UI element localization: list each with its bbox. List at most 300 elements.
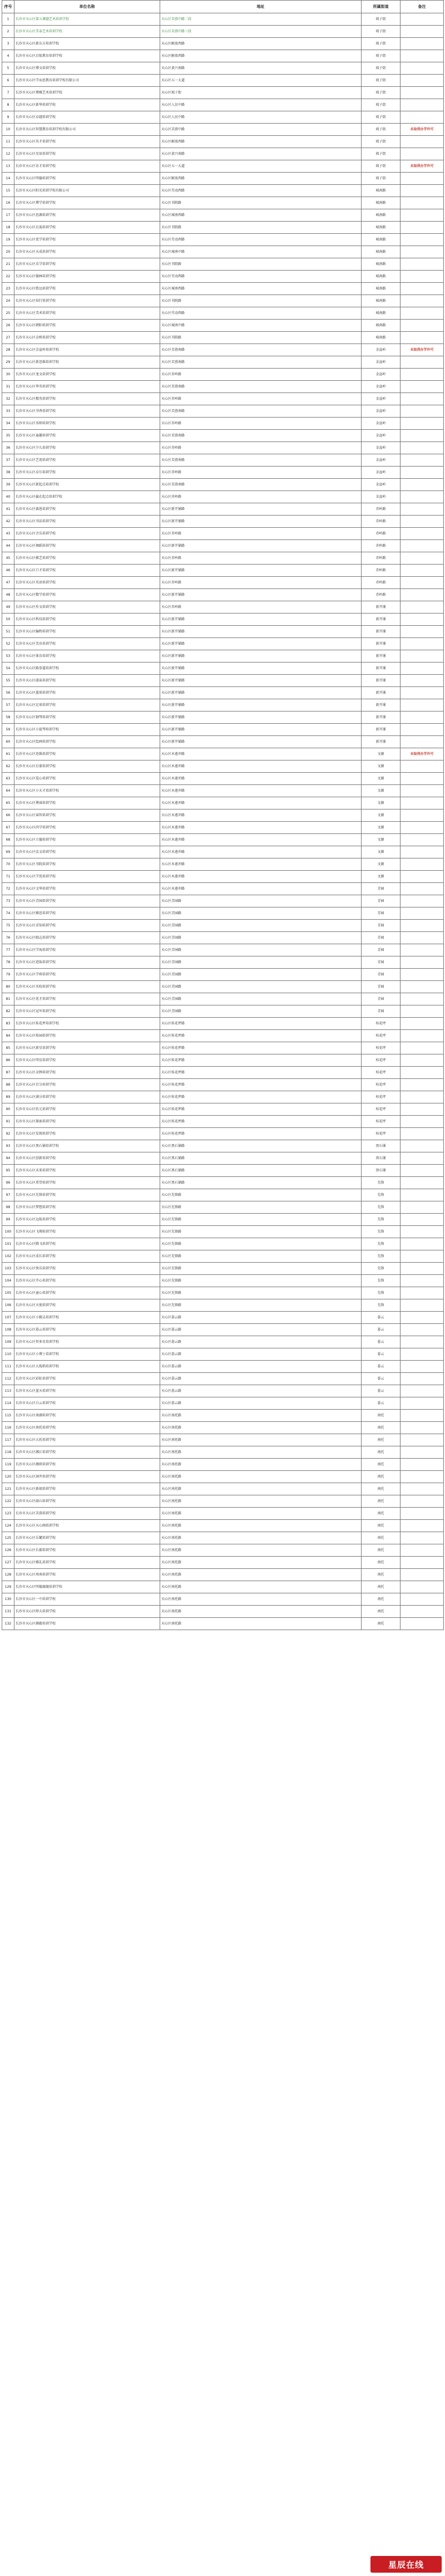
note-cell (400, 1593, 444, 1606)
note-cell (400, 1557, 444, 1569)
table-row (2, 932, 444, 944)
institution-name: 长沙市天心区书法培训学校 (14, 516, 160, 528)
row-number: 112 (2, 1373, 14, 1385)
table-row (2, 846, 444, 858)
institution-name: 长沙市天心区新韶培训学校 (14, 1483, 160, 1495)
street-area: 青园 (362, 920, 400, 932)
row-number: 14 (2, 173, 14, 185)
row-number: 24 (2, 295, 14, 307)
institution-address: 天心区南托路 (160, 1581, 362, 1593)
note-cell (400, 638, 444, 650)
row-number: 96 (2, 1177, 14, 1189)
row-number: 34 (2, 418, 14, 430)
table-row (2, 1299, 444, 1312)
institution-name: 长沙市天心区学海培训学校 (14, 944, 160, 956)
row-number: 45 (2, 552, 14, 565)
institution-name: 长沙市天心区阳光培训学校有限公司 (14, 185, 160, 197)
institution-address: 天心区南托路 (160, 1459, 362, 1471)
institution-name: 长沙市天心区美术培训学校 (14, 307, 160, 320)
street-area: 先锋 (362, 1275, 400, 1287)
row-number: 2 (2, 26, 14, 38)
street-area: 南托 (362, 1422, 400, 1434)
street-area: 暮云 (362, 1373, 400, 1385)
table-row (2, 1250, 444, 1263)
row-number: 57 (2, 699, 14, 712)
row-number: 67 (2, 822, 14, 834)
institution-address: 天心区新开铺路 (160, 626, 362, 638)
institution-name: 长沙市天心区彩虹培训学校 (14, 1373, 160, 1385)
row-number: 113 (2, 1385, 14, 1397)
institution-name: 长沙市天心区状元培训学校 (14, 1103, 160, 1116)
row-number: 102 (2, 1250, 14, 1263)
institution-name: 长沙市天心区思维培训学校 (14, 748, 160, 760)
institution-name: 长沙市天心区明德旗舰培训学校 (14, 1581, 160, 1593)
institution-name: 长沙市天心区文华培训学校 (14, 883, 160, 895)
institution-name: 长沙市天心区湘郡培训学校 (14, 1618, 160, 1630)
table-row (2, 626, 444, 638)
institution-address: 天心区劳动西路 (160, 307, 362, 320)
note-cell (400, 1520, 444, 1532)
street-area: 金盆岭 (362, 479, 400, 491)
street-area: 赤岭路 (362, 577, 400, 589)
note-cell (400, 1532, 444, 1544)
street-area: 坡子街 (362, 13, 400, 26)
note-cell (400, 258, 444, 271)
institution-name: 长沙市天心区腾飞培训学校 (14, 1238, 160, 1250)
street-area: 赤岭路 (362, 516, 400, 528)
row-number: 61 (2, 748, 14, 760)
row-number: 76 (2, 932, 14, 944)
street-area: 新开铺 (362, 675, 400, 687)
row-number: 115 (2, 1410, 14, 1422)
street-area: 桂花坪 (362, 1128, 400, 1140)
institution-address: 天心区赤岭路 (160, 577, 362, 589)
row-number: 49 (2, 601, 14, 614)
row-number: 28 (2, 344, 14, 356)
institution-name: 长沙市天心区翰林培训学校 (14, 271, 160, 283)
institution-address: 天心区劳动西路 (160, 185, 362, 197)
row-number: 117 (2, 1434, 14, 1446)
note-cell (400, 1042, 444, 1054)
row-number: 86 (2, 1054, 14, 1067)
institution-name: 长沙市天心区编程培训学校 (14, 626, 160, 638)
row-number: 3 (2, 38, 14, 50)
row-number: 92 (2, 1128, 14, 1140)
row-number: 94 (2, 1152, 14, 1165)
street-area: 坡子街 (362, 99, 400, 111)
institution-address: 天心区新开铺路 (160, 687, 362, 699)
table-row (2, 760, 444, 773)
institution-name: 长沙市天心区黑石铺培训学校 (14, 1140, 160, 1152)
row-number: 17 (2, 209, 14, 222)
institution-name: 长沙市天心区百分培训学校 (14, 1079, 160, 1091)
note-cell (400, 1054, 444, 1067)
row-number: 126 (2, 1544, 14, 1557)
street-area: 文源 (362, 834, 400, 846)
table-row (2, 895, 444, 907)
institution-address: 天心区桂花坪路 (160, 1079, 362, 1091)
note-cell (400, 136, 444, 148)
row-number: 35 (2, 430, 14, 442)
row-number: 70 (2, 858, 14, 871)
note-cell (400, 1079, 444, 1091)
street-area: 文源 (362, 785, 400, 797)
street-area: 赤岭路 (362, 528, 400, 540)
street-area: 新开铺 (362, 626, 400, 638)
row-number: 131 (2, 1606, 14, 1618)
table-row (2, 1593, 444, 1606)
table-row (2, 295, 444, 307)
row-number: 66 (2, 809, 14, 822)
table-row (2, 1116, 444, 1128)
note-cell (400, 712, 444, 724)
institution-name: 长沙市天心区育才培训学校 (14, 160, 160, 173)
street-area: 文源 (362, 871, 400, 883)
table-row (2, 736, 444, 748)
institution-name: 长沙市天心区数学培训学校 (14, 589, 160, 601)
note-cell (400, 552, 444, 565)
institution-name: 长沙市天心区跆拳道培训学校 (14, 663, 160, 675)
institution-address: 天心区书院路 (160, 197, 362, 209)
institution-address: 天心区先锋路 (160, 1287, 362, 1299)
institution-name: 长沙市天心区赢在起点培训学校 (14, 491, 160, 503)
street-area: 南托 (362, 1544, 400, 1557)
row-number: 79 (2, 969, 14, 981)
street-area: 青园 (362, 907, 400, 920)
institution-address: 天心区黑石铺路 (160, 1177, 362, 1189)
row-number: 10 (2, 124, 14, 136)
street-area: 金盆岭 (362, 467, 400, 479)
institution-name: 长沙市天心区名师培训学校 (14, 418, 160, 430)
street-area: 金盆岭 (362, 491, 400, 503)
institution-address: 天心区青园路 (160, 1005, 362, 1018)
note-cell (400, 1348, 444, 1361)
institution-name: 长沙市天心区少儿培训学校 (14, 442, 160, 454)
street-area: 城南路 (362, 197, 400, 209)
institution-address: 天心区新开铺路 (160, 614, 362, 626)
table-row (2, 1042, 444, 1054)
row-number: 11 (2, 136, 14, 148)
street-area: 坡子街 (362, 124, 400, 136)
street-area: 南托 (362, 1593, 400, 1606)
row-number: 82 (2, 1005, 14, 1018)
institution-address: 天心区桂花坪路 (160, 1128, 362, 1140)
note-cell (400, 1336, 444, 1348)
institution-name: 长沙市天心区希望培训学校 (14, 1177, 160, 1189)
institution-name: 长沙市天心区博睿培训学校 (14, 797, 160, 809)
table-row (2, 1508, 444, 1520)
note-cell (400, 1410, 444, 1422)
table-row (2, 1067, 444, 1079)
institution-address: 天心区先锋路 (160, 1189, 362, 1201)
street-area: 坡子街 (362, 38, 400, 50)
street-area: 桂花坪 (362, 1042, 400, 1054)
note-cell (400, 369, 444, 381)
institution-name: 长沙市天心区开心培训学校 (14, 1275, 160, 1287)
row-number: 130 (2, 1593, 14, 1606)
note-cell (400, 1373, 444, 1385)
institution-name: 长沙市天心区尚学培训学校 (14, 822, 160, 834)
institution-address: 天心区木莲冲路 (160, 883, 362, 895)
row-number: 71 (2, 871, 14, 883)
institution-name: 长沙市天心区华英培训学校 (14, 381, 160, 393)
street-area: 城南路 (362, 283, 400, 295)
header-area: 所属街道 (362, 1, 400, 13)
institution-address: 天心区木莲冲路 (160, 846, 362, 858)
institution-name: 长沙市天心区长郡培训学校 (14, 1544, 160, 1557)
street-area: 坡子街 (362, 160, 400, 173)
institution-address: 天心区木莲冲路 (160, 834, 362, 846)
institution-address: 天心区南托路 (160, 1606, 362, 1618)
table-row (2, 271, 444, 283)
note-cell (400, 332, 444, 344)
note-cell (400, 503, 444, 516)
institution-address: 天心区桂花坪路 (160, 1018, 362, 1030)
institution-name: 长沙市天心区新星培训学校 (14, 1042, 160, 1054)
row-number: 109 (2, 1336, 14, 1348)
street-area: 新开铺 (362, 650, 400, 663)
institution-name: 长沙市天心区优学培训学校 (14, 234, 160, 246)
street-area: 文源 (362, 760, 400, 773)
institution-address: 天心区新开铺路 (160, 699, 362, 712)
street-area: 文源 (362, 809, 400, 822)
institution-address: 天心区赤岭路 (160, 491, 362, 503)
row-number: 44 (2, 540, 14, 552)
table-row (2, 1054, 444, 1067)
table-row (2, 393, 444, 405)
institution-name: 长沙市天心区游泳培训学校 (14, 675, 160, 687)
street-area: 城南路 (362, 307, 400, 320)
table-row (2, 26, 444, 38)
institution-address: 天心区青园路 (160, 944, 362, 956)
institution-name: 长沙市天心区雅礼培训学校 (14, 1557, 160, 1569)
street-area: 新开铺 (362, 614, 400, 626)
table-row (2, 1410, 444, 1422)
note-cell (400, 773, 444, 785)
table-row (2, 197, 444, 209)
institution-name: 长沙市天心区雅思培训学校 (14, 907, 160, 920)
row-number: 97 (2, 1189, 14, 1201)
institution-address: 天心区解放西路 (160, 136, 362, 148)
institution-address: 天心区城南中路 (160, 320, 362, 332)
row-number: 13 (2, 160, 14, 173)
institution-address: 天心区赤岭路 (160, 393, 362, 405)
institution-address: 天心区人民中路 (160, 99, 362, 111)
street-area: 坡子街 (362, 136, 400, 148)
institution-name: 长沙市天心区口才培训学校 (14, 565, 160, 577)
street-area: 坡子街 (362, 26, 400, 38)
street-area: 文源 (362, 748, 400, 760)
institution-name: 长沙市天心区桂园培训学校 (14, 1030, 160, 1042)
table-row (2, 111, 444, 124)
institution-address: 天心区五一大道 (160, 160, 362, 173)
institution-name: 长沙市天心区成长培训学校 (14, 1250, 160, 1263)
institution-name: 长沙市天心区启迪培训学校 (14, 222, 160, 234)
row-number: 65 (2, 797, 14, 809)
table-row (2, 1471, 444, 1483)
table-row (2, 418, 444, 430)
institution-name: 长沙市天心区星辰培训学校 (14, 148, 160, 160)
table-row (2, 38, 444, 50)
institution-name: 长沙市天心区蓝天培训学校 (14, 1385, 160, 1397)
institution-address: 天心区南托路 (160, 1618, 362, 1630)
table-row (2, 601, 444, 614)
institution-name: 长沙市天心区钢琴培训学校 (14, 712, 160, 724)
institution-address: 天心区木莲冲路 (160, 773, 362, 785)
note-cell (400, 393, 444, 405)
institution-name: 长沙市天心区足球培训学校 (14, 699, 160, 712)
table-row (2, 883, 444, 895)
street-area: 文源 (362, 846, 400, 858)
institution-address: 天心区书院路 (160, 295, 362, 307)
table-row (2, 1275, 444, 1287)
table-row (2, 381, 444, 393)
institution-address: 天心区暮云路 (160, 1336, 362, 1348)
table-row (2, 1079, 444, 1091)
row-number: 110 (2, 1348, 14, 1361)
street-area: 南托 (362, 1483, 400, 1495)
row-number: 91 (2, 1116, 14, 1128)
street-area: 金盆岭 (362, 405, 400, 418)
street-area: 先锋 (362, 1189, 400, 1201)
street-area: 新开铺 (362, 724, 400, 736)
street-area: 赤岭路 (362, 540, 400, 552)
row-number: 4 (2, 50, 14, 62)
street-area: 桂花坪 (362, 1116, 400, 1128)
institution-name: 长沙市天心区梦想培训学校 (14, 1201, 160, 1214)
institution-address: 天心区坡子街 (160, 87, 362, 99)
street-area: 新开铺 (362, 687, 400, 699)
institution-name: 长沙市天心区学而思教育培训学校有限公司 (14, 75, 160, 87)
institution-name: 长沙市天心区思源培训学校 (14, 209, 160, 222)
institution-name: 长沙市天心区飞翔培训学校 (14, 1226, 160, 1238)
table-row (2, 956, 444, 969)
institution-address: 天心区新开铺路 (160, 589, 362, 601)
street-area: 青园 (362, 1005, 400, 1018)
note-cell (400, 858, 444, 871)
table-row (2, 1459, 444, 1471)
row-number: 54 (2, 663, 14, 675)
table-row (2, 1483, 444, 1495)
table-row (2, 1140, 444, 1152)
row-number: 16 (2, 197, 14, 209)
note-cell (400, 491, 444, 503)
row-number: 39 (2, 479, 14, 491)
note-cell (400, 797, 444, 809)
table-row (2, 1348, 444, 1361)
institution-address: 天心区先锋路 (160, 1275, 362, 1287)
note-cell (400, 1459, 444, 1471)
note-cell (400, 1165, 444, 1177)
row-number: 19 (2, 234, 14, 246)
institution-address: 天心区五一大道 (160, 75, 362, 87)
institution-address: 天心区木莲冲路 (160, 809, 362, 822)
institution-address: 天心区赤岭路 (160, 467, 362, 479)
institution-address: 天心区先锋路 (160, 1238, 362, 1250)
note-cell (400, 271, 444, 283)
institution-address: 天心区先锋路 (160, 1201, 362, 1214)
row-number: 88 (2, 1079, 14, 1091)
row-number: 128 (2, 1569, 14, 1581)
institution-table (2, 0, 444, 1630)
street-area: 先锋 (362, 1263, 400, 1275)
table-row (2, 1152, 444, 1165)
street-area: 南托 (362, 1569, 400, 1581)
institution-address: 天心区南托路 (160, 1410, 362, 1422)
row-number: 37 (2, 454, 14, 467)
table-row (2, 650, 444, 663)
table-row (2, 442, 444, 454)
institution-address: 天心区青园路 (160, 993, 362, 1005)
table-row (2, 712, 444, 724)
institution-address: 天心区芙蓉中路三段 (160, 26, 362, 38)
note-cell (400, 601, 444, 614)
street-area: 暮云 (362, 1324, 400, 1336)
institution-name: 长沙市天心区湘江培训学校 (14, 1446, 160, 1459)
institution-name: 长沙市天心区金牌培训学校 (14, 1067, 160, 1079)
institution-address: 天心区新开铺路 (160, 638, 362, 650)
table-row (2, 565, 444, 577)
street-area: 金盆岭 (362, 430, 400, 442)
institution-address: 天心区解放西路 (160, 50, 362, 62)
row-number: 108 (2, 1324, 14, 1336)
street-area: 金盆岭 (362, 369, 400, 381)
row-number: 116 (2, 1422, 14, 1434)
note-cell (400, 295, 444, 307)
row-number: 7 (2, 87, 14, 99)
table-row (2, 773, 444, 785)
row-number: 20 (2, 246, 14, 258)
row-number: 30 (2, 369, 14, 381)
note-cell (400, 1030, 444, 1042)
row-number: 129 (2, 1581, 14, 1593)
institution-address: 天心区新开铺路 (160, 650, 362, 663)
row-number: 47 (2, 577, 14, 589)
note-cell (400, 834, 444, 846)
row-number: 15 (2, 185, 14, 197)
institution-address: 天心区暮云路 (160, 1324, 362, 1336)
street-area: 文源 (362, 773, 400, 785)
institution-name: 长沙市天心区白云培训学校 (14, 1397, 160, 1410)
table-row (2, 87, 444, 99)
institution-address: 天心区芙蓉南路 (160, 454, 362, 467)
note-cell (400, 246, 444, 258)
institution-name: 长沙市天心区卓尔培训学校 (14, 467, 160, 479)
institution-name: 长沙市天心区探索培训学校 (14, 1116, 160, 1128)
note-cell (400, 724, 444, 736)
institution-name: 长沙市天心区小博士培训学校 (14, 1348, 160, 1361)
row-number: 122 (2, 1495, 14, 1508)
note-cell (400, 822, 444, 834)
institution-address: 天心区桂花坪路 (160, 1054, 362, 1067)
street-area: 先锋 (362, 1250, 400, 1263)
row-number: 5 (2, 62, 14, 75)
table-row (2, 234, 444, 246)
street-area: 青园 (362, 883, 400, 895)
street-area: 南托 (362, 1557, 400, 1569)
institution-name: 长沙市天心区英才培训学校 (14, 136, 160, 148)
table-row (2, 699, 444, 712)
row-number: 120 (2, 1471, 14, 1483)
table-row (2, 1336, 444, 1348)
row-number: 103 (2, 1263, 14, 1275)
table-row (2, 1618, 444, 1630)
table-row (2, 1373, 444, 1385)
table-row (2, 1201, 444, 1214)
institution-address: 天心区暮云路 (160, 1312, 362, 1324)
table-row (2, 1361, 444, 1373)
institution-address: 天心区桂花坪路 (160, 1030, 362, 1042)
